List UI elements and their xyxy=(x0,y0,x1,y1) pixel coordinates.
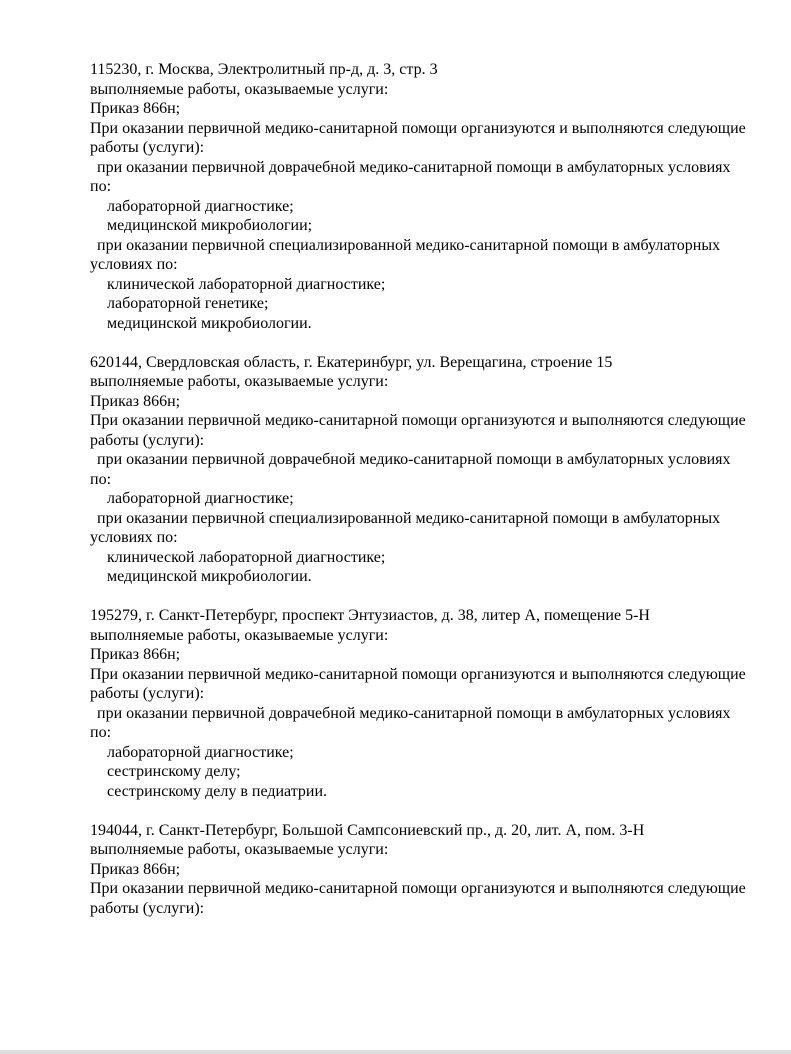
text-line: выполняемые работы, оказываемые услуги: xyxy=(90,626,389,644)
text-line: клинической лабораторной диагностике; xyxy=(107,548,386,566)
text-line: 620144, Свердловская область, г. Екатеринбург, ул. Верещагина, строение 15 xyxy=(90,353,613,371)
text-line: при оказании первичной специализированной медико-санитарной помощи в амбулаторных xyxy=(97,509,721,527)
text-line: При оказании первичной медико-санитарной помощи организуются и выполняются следующие xyxy=(90,412,746,429)
location-spb-entuziastov xyxy=(90,606,758,801)
text-line: медицинской микробиологии. xyxy=(107,568,312,585)
text-line: 195279, г. Санкт-Петербург, проспект Энтузиастов, д. 38, литер А, помещение 5-Н xyxy=(90,607,650,624)
text-line: при оказании первичной доврачебной медико-санитарной помощи в амбулаторных условиях xyxy=(97,451,731,468)
location-spb-sampsonievsky xyxy=(90,821,758,919)
text-line: по: xyxy=(90,724,112,741)
text-line: при оказании первичной доврачебной медико-санитарной помощи в амбулаторных условиях xyxy=(97,158,731,176)
text-line: 115230, г. Москва, Электролитный пр-д, д. 3, стр. 3 xyxy=(90,61,438,78)
text-line: при оказании первичной доврачебной медико-санитарной помощи в амбулаторных условиях xyxy=(97,704,731,722)
text-line: лабораторной генетике; xyxy=(107,295,269,312)
text-line: клинической лабораторной диагностике; xyxy=(107,275,386,293)
text-line: лабораторной диагностике; xyxy=(107,490,294,507)
text-line: При оказании первичной медико-санитарной помощи организуются и выполняются следующие xyxy=(90,880,746,897)
text-line: При оказании первичной медико-санитарной помощи организуются и выполняются следующие xyxy=(90,119,746,137)
text-line: работы (услуги): xyxy=(90,899,205,917)
text-line: Приказ 866н; xyxy=(90,646,181,663)
text-line: условиях по: xyxy=(90,529,178,546)
text-line: работы (услуги): xyxy=(90,431,205,449)
text-line: работы (услуги): xyxy=(90,139,205,156)
text-line: работы (услуги): xyxy=(90,685,205,702)
text-line: Приказ 866н; xyxy=(90,860,181,878)
text-line: При оказании первичной медико-санитарной помощи организуются и выполняются следующие xyxy=(90,665,746,683)
text-line: при оказании первичной специализированной медико-санитарной помощи в амбулаторных xyxy=(97,236,721,254)
text-line: по: xyxy=(90,178,112,195)
license-services-document xyxy=(90,60,758,918)
location-ekaterinburg-vereshchagina xyxy=(90,353,758,587)
text-line: медицинской микробиологии. xyxy=(107,314,312,332)
text-line: лабораторной диагностике; xyxy=(107,197,294,215)
text-line: лабораторной диагностике; xyxy=(107,743,294,761)
text-line: выполняемые работы, оказываемые услуги: xyxy=(90,841,389,858)
text-line: Приказ 866н; xyxy=(90,392,181,410)
text-line: медицинской микробиологии; xyxy=(107,217,313,234)
text-line: Приказ 866н; xyxy=(90,100,181,117)
text-line: по: xyxy=(90,470,112,488)
text-line: сестринскому делу; xyxy=(107,763,241,780)
text-line: сестринскому делу в педиатрии. xyxy=(107,782,328,800)
location-moscow-elektrolitny xyxy=(90,60,758,333)
text-line: выполняемые работы, оказываемые услуги: xyxy=(90,80,389,98)
text-line: 194044, г. Санкт-Петербург, Большой Сампсониевский пр., д. 20, лит. А, пом. 3-Н xyxy=(90,821,645,839)
text-line: условиях по: xyxy=(90,256,178,273)
horizontal-scrollbar-track[interactable] xyxy=(0,1050,791,1054)
text-line: выполняемые работы, оказываемые услуги: xyxy=(90,373,389,390)
